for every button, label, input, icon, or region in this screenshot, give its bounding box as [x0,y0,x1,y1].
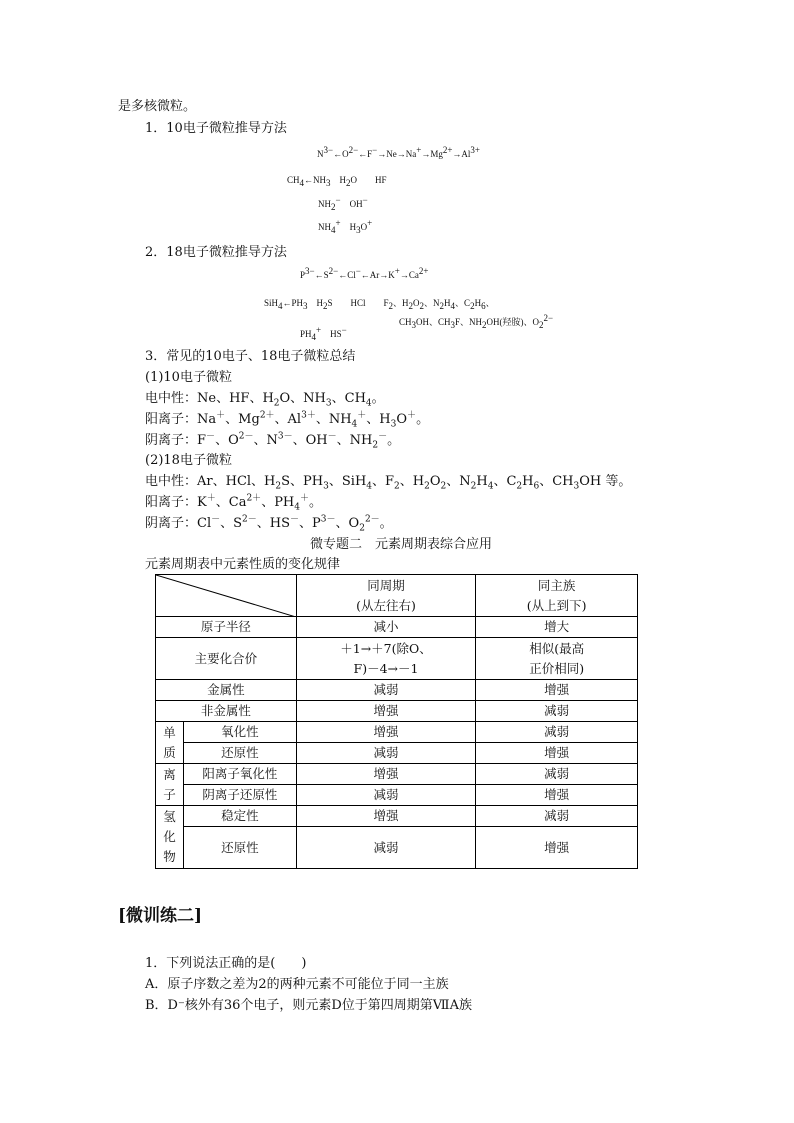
question-1-option-b: B．D⁻核外有36个电子，则元素D位于第四周期第ⅦA族 [145,998,472,1013]
table-corner-cell [156,575,297,617]
table-row: 阴离子还原性 减弱 增强 [156,785,638,806]
periodic-properties-table [155,574,638,869]
section-10e-method: 1．10电子微粒推导方法 [145,121,287,136]
eighteen-neutral-line: 电中性：Ar、HCl、$H_2S$、$PH_3$、SiH$_4$、$F_2$、$H_2O_2$、$N_2H_4$、$C_2H_6$、$CH_3OH$ 等。 [145,474,632,492]
group-simple-substance: 单 质 [156,722,184,764]
table-row: 主要化合价 ＋1→＋7(除O、 F)－4→－1 相似(最高 正价相同) [156,638,638,680]
eighteen-cation-label: 阳离子： [145,495,198,510]
eighteen-anion-label: 阴离子： [145,516,198,531]
table-row: 离 子 阳离子氧化性 增强 减弱 [156,764,638,785]
section-summary: 3．常见的10电子、18电子微粒总结 [145,349,356,364]
diagram-18-electron: $P^{3-}\leftarrow S^{2-}\leftarrow Cl^-\leftarrow Ar\to K^+\to Ca^{2+}$ $SiH_4\leftarrow PH_3$ $H_2S$ HCl $F_2$、$H_2O_2$、$N_2H_4$、$C_2H_6$、 $CH_3OH$、$CH_3F$、$NH_2OH$(羟胺)、$O_2^{2-}$ $PH_4^+$ HS− [264,266,554,342]
topic-title: 微专题二 元素周期表综合应用 [310,537,493,552]
ten-anion-line: 阴离子：F－、$O^{2-}$、$N^{3-}$、OH－、$NH_2^-$。 [145,431,401,451]
table-row: 氢 化 物 稳定性 增强 减弱 [156,806,638,827]
table-row: 非金属性 增强 减弱 [156,701,638,722]
eighteen-cation-line: 阳离子：K＋、$Ca^{2+}$、$PH_4^+$。 [145,493,323,513]
table-row: 还原性 减弱 增强 [156,743,638,764]
group-ion: 离 子 [156,764,184,806]
question-1-option-a: A．原子序数之差为2的两种元素不可能位于同一主族 [145,977,449,992]
table-row: 单 质 氧化性 增强 减弱 [156,722,638,743]
ten-neutral-label: 电中性： [145,391,198,406]
table-row: 还原性 减弱 增强 [156,827,638,869]
diagram-10-electron: $N^{3-}\leftarrow O^{2-}\leftarrow F^-\to Ne\to Na^+\to Mg^{2+}\to Al^{3+}$ $CH_4\leftarrow NH_3$ $H_2O$ HF $NH_2^-$ OH− $NH_4^+$ $H_3O^+$ [287,145,480,235]
ten-cation-line: 阳离子：Na＋、$Mg^{2+}$、$Al^{3+}$、$NH_4^+$、$H_3O^+$。 [145,410,430,430]
ten-anion-label: 阴离子： [145,433,198,448]
ten-neutral-line: 电中性：Ne、HF、$H_2O$、$NH_3$、$CH_4$。 [145,391,385,409]
question-1: 1．下列说法正确的是( ) [145,956,307,971]
header-same-period: 同周期 (从左往右) [296,575,476,617]
table-caption: 元素周期表中元素性质的变化规律 [145,557,341,572]
section-18e-method: 2．18电子微粒推导方法 [145,245,287,260]
intro-fragment: 是多核微粒。 [118,99,197,114]
header-same-group: 同主族 (从上到下) [476,575,638,617]
eighteen-neutral-label: 电中性： [145,474,198,489]
diagonal-line [156,575,296,617]
eighteen-anion-line: 阴离子：Cl－、$S^{2-}$、HS－、$P^{3-}$、$O_2^{2-}$。 [145,514,393,534]
group-hydride: 氢 化 物 [156,806,184,869]
exercise-heading: [微训练二] [118,906,203,926]
table-row: 原子半径 减小 增大 [156,617,638,638]
sub-10e: (1)10电子微粒 [145,370,232,385]
ten-cation-label: 阳离子： [145,412,198,427]
table-row: 金属性 减弱 增强 [156,680,638,701]
sub-18e: (2)18电子微粒 [145,453,232,468]
